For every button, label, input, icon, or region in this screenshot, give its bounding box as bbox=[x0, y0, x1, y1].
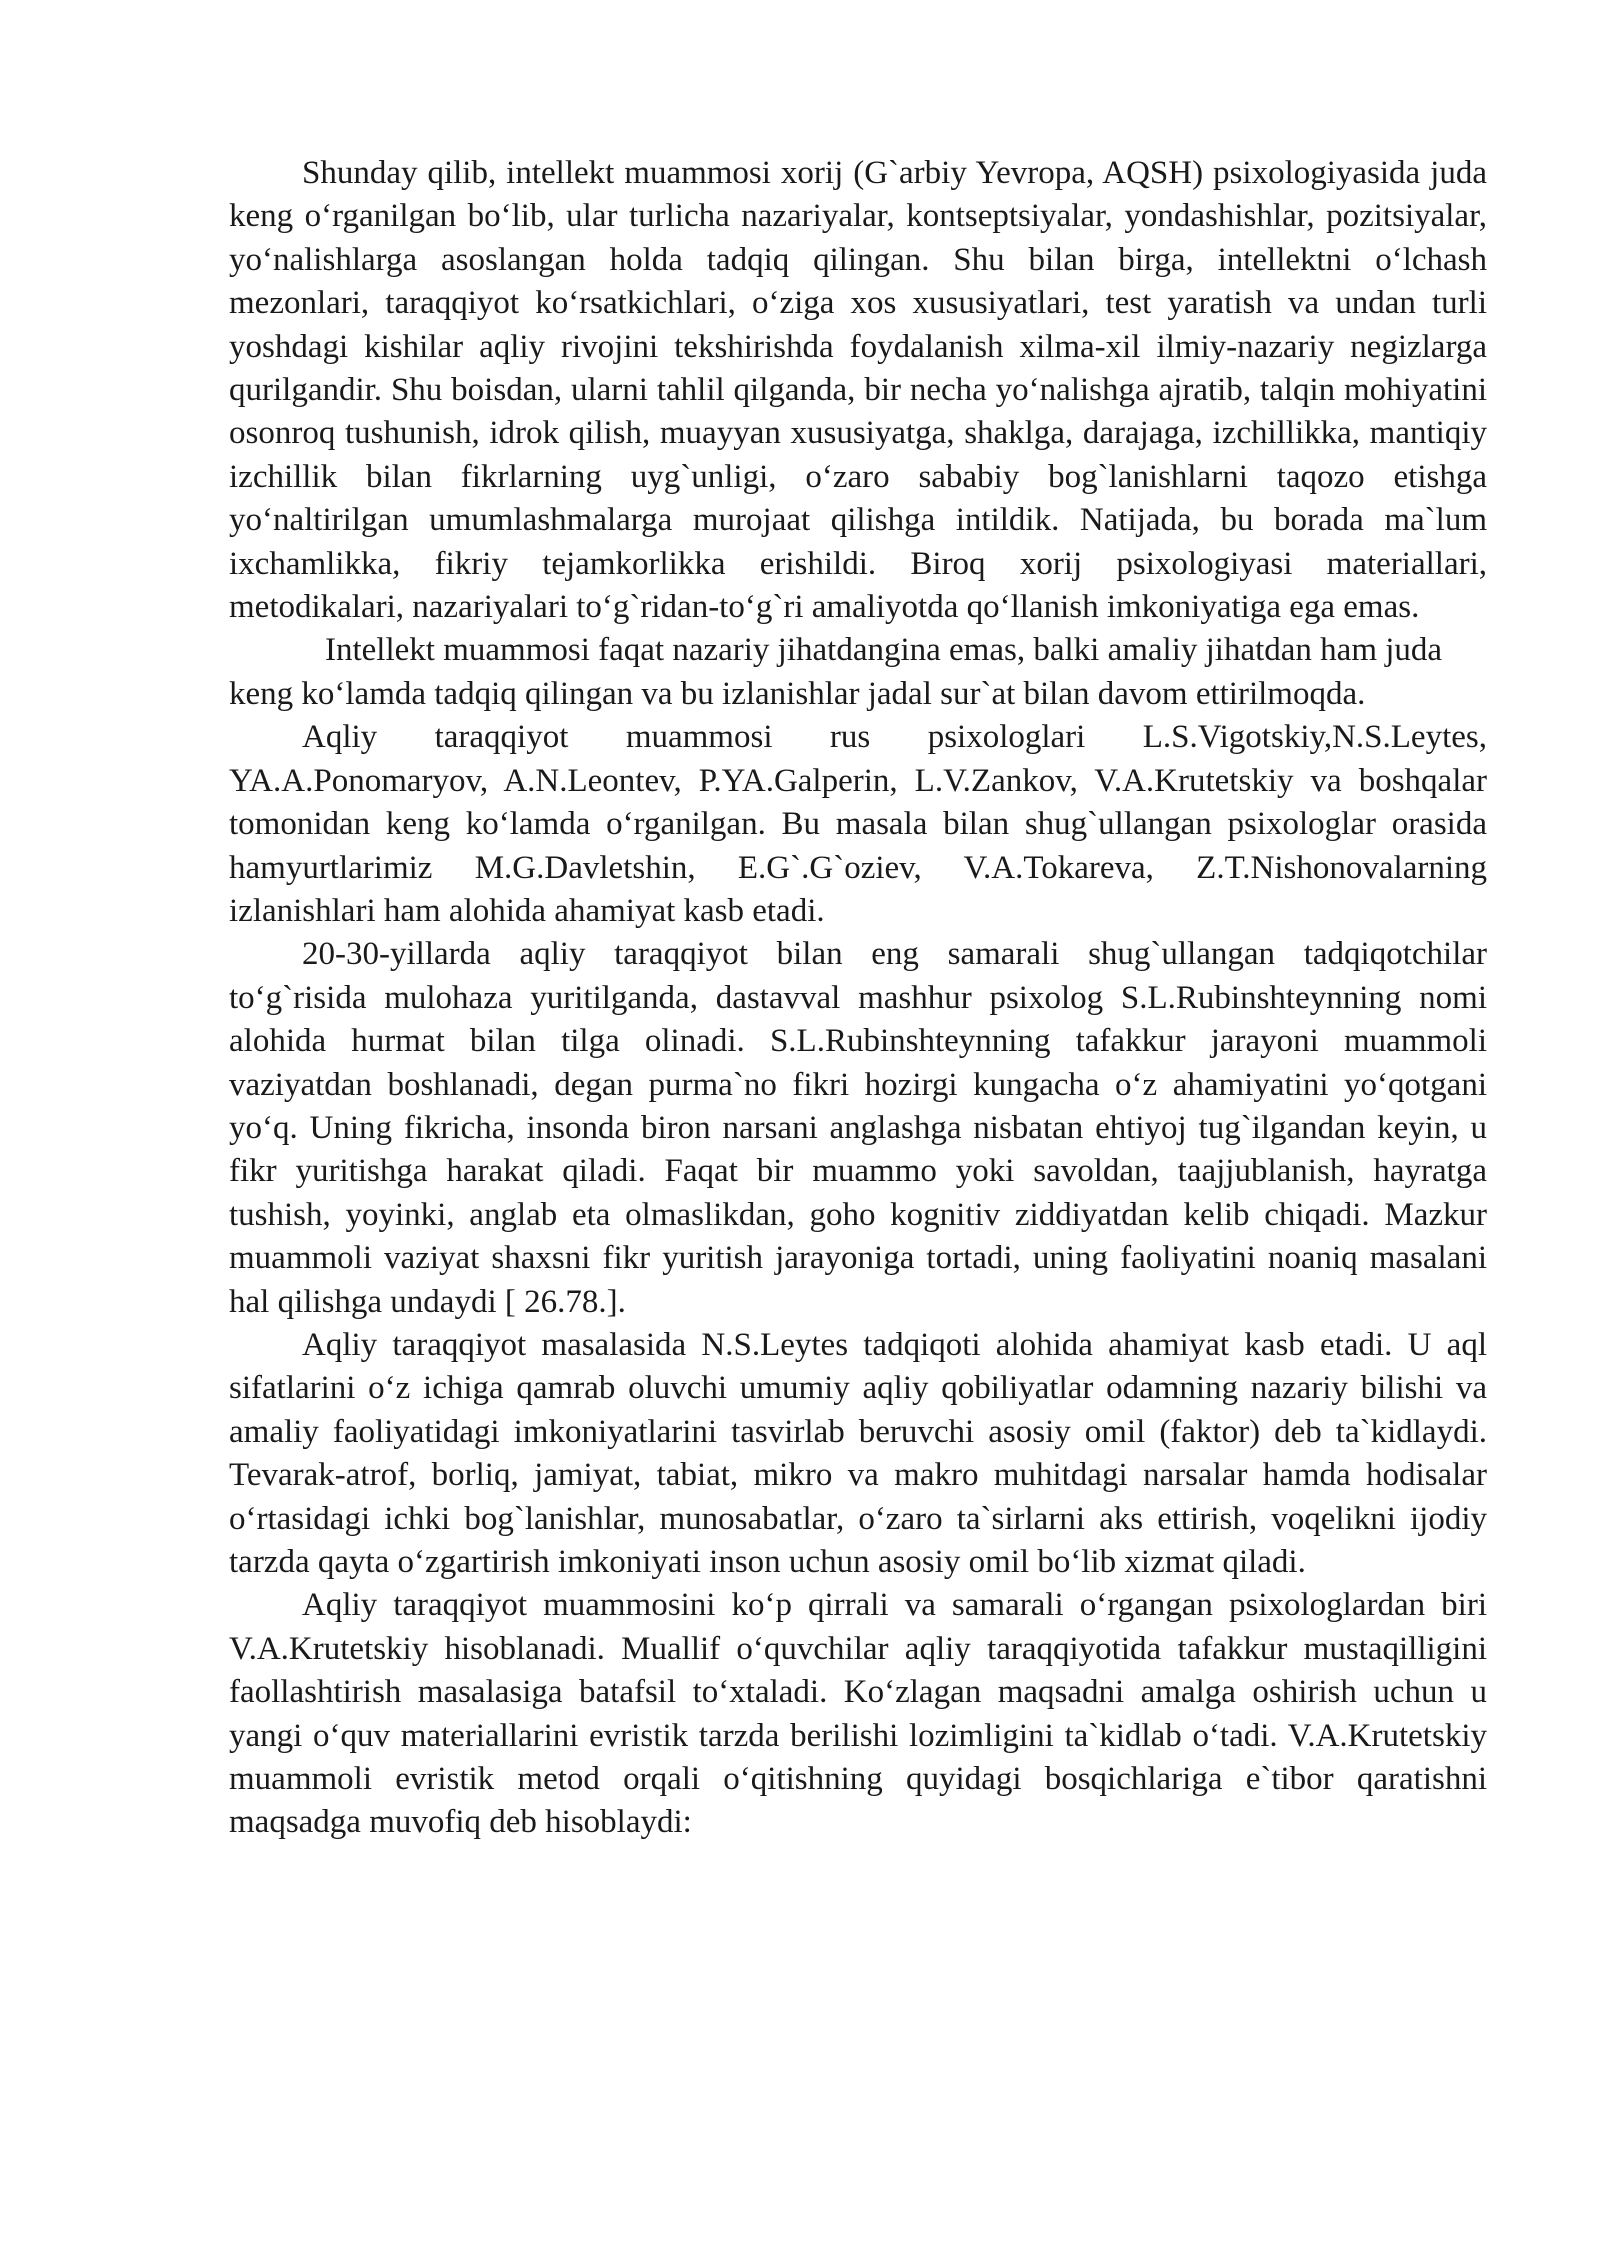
paragraph-krutetskiy: Aqliy taraqqiyot muammosini ko‘p qirrali va samarali o‘rgangan psixologlardan biri V.A.Krutetskiy hisoblanadi. Muallif o‘quvchilar aqliy taraqqiyotida tafakkur mustaqilligini faollashtirish masalasiga batafsil to‘xtaladi. Ko‘zlagan maqsadni amalga oshirish uchun u yangi o‘quv materiallarini evristik tarzda berilishi lozimligini ta`kidlab o‘tadi. V.A.Krutetskiy muammoli evristik metod orqali o‘qitishning quyidagi bosqichlariga e`tibor qaratishni maqsadga muvofiq deb hisoblaydi: bbox=[229, 1587, 1487, 1841]
paragraph-russian-psychologists: Aqliy taraqqiyot muammosi rus psixologlari L.S.Vigotskiy,N.S.Leytes, YA.A.Ponomaryov, A.N.Leontev, P.YA.Galperin, L.V.Zankov, V.A.Krutetskiy va boshqalar tomonidan keng ko‘lamda o‘rganilgan. Bu masala bilan shug`ullangan psixologlar orasida hamyurtlarimiz M.G.Davletshin, E.G`.G`oziev, V.A.Tokareva, Z.T.Nishonovalarning izlanishlari ham alohida ahamiyat kasb etadi. bbox=[229, 719, 1487, 929]
paragraph-intellect-foreign-research: Shunday qilib, intellekt muammosi xorij (G`arbiy Yevropa, AQSH) psixologiyasida juda keng o‘rganilgan bo‘lib, ular turlicha nazariyalar, kontseptsiyalar, yondashishlar, pozitsiyalar, yo‘nalishlarga asoslangan holda tadqiq qilingan. Shu bilan birga, intellektni o‘lchash mezonlari, taraqqiyot ko‘rsatkichlari, o‘ziga xos xususiyatlari, test yaratish va undan turli yoshdagi kishilar aqliy rivojini tekshirishda foydalanish xilma-xil ilmiy-nazariy negizlarga qurilgandir. Shu boisdan, ularni tahlil qilganda, bir necha yo‘nalishga ajratib, talqin mohiyatini osonroq tushunish, idrok qilish, muayyan xususiyatga, shaklga, darajaga, izchillikka, mantiqiy izchillik bilan fikrlarning uyg`unligi, o‘zaro sababiy bog`lanishlarni taqozo etishga yo‘naltirilgan umumlashmalarga murojaat qilishga intildik. Natijada, bu borada ma`lum ixchamlikka, fikriy tejamkorlikka erishildi. Biroq xorij psixologiyasi materiallari, metodikalari, nazariyalari to‘g`ridan-to‘g`ri amaliyotda qo‘llanish imkoniyatiga ega emas. bbox=[229, 155, 1487, 626]
paragraph-rubinshteyn: 20-30-yillarda aqliy taraqqiyot bilan eng samarali shug`ullangan tadqiqotchilar to‘g`risida mulohaza yuritilganda, dastavval mashhur psixolog S.L.Rubinshteynning nomi alohida hurmat bilan tilga olinadi. S.L.Rubinshteynning tafakkur jarayoni muammoli vaziyatdan boshlanadi, degan purma`no fikri hozirgi kungacha o‘z ahamiyatini yo‘qotgani yo‘q. Uning fikricha, insonda biron narsani anglashga nisbatan ehtiyoj tug`ilgandan keyin, u fikr yuritishga harakat qiladi. Faqat bir muammo yoki savoldan, taajjublanish, hayratga tushish, yoyinki, anglab eta olmaslikdan, goho kognitiv ziddiyatdan kelib chiqadi. Mazkur muammoli vaziyat shaxsni fikr yuritish jarayoniga tortadi, uning faoliyatini noaniq masalani hal qilishga undaydi [ 26.78.]. bbox=[229, 936, 1487, 1320]
document-body bbox=[229, 152, 1487, 1845]
paragraph-leytes: Aqliy taraqqiyot masalasida N.S.Leytes tadqiqoti alohida ahamiyat kasb etadi. U aql sifatlarini o‘z ichiga qamrab oluvchi umumiy aqliy qobiliyatlar odamning nazariy bilishi va amaliy faoliyatidagi imkoniyatlarini tasvirlab beruvchi asosiy omil (faktor) deb ta`kidlaydi. Tevarak-atrof, borliq, jamiyat, tabiat, mikro va makro muhitdagi narsalar hamda hodisalar o‘rtasidagi ichki bog`lanishlar, munosabatlar, o‘zaro ta`sirlarni aks ettirish, voqelikni ijodiy tarzda qayta o‘zgartirish imkoniyati inson uchun asosiy omil bo‘lib xizmat qiladi. bbox=[229, 1326, 1487, 1580]
paragraph-intellect-practical: Intellekt muammosi faqat nazariy jihatdangina emas, balki amaliy jihatdan ham juda keng ko‘lamda tadqiq qilingan va bu izlanishlar jadal sur`at bilan davom ettirilmoqda. bbox=[229, 632, 1443, 712]
